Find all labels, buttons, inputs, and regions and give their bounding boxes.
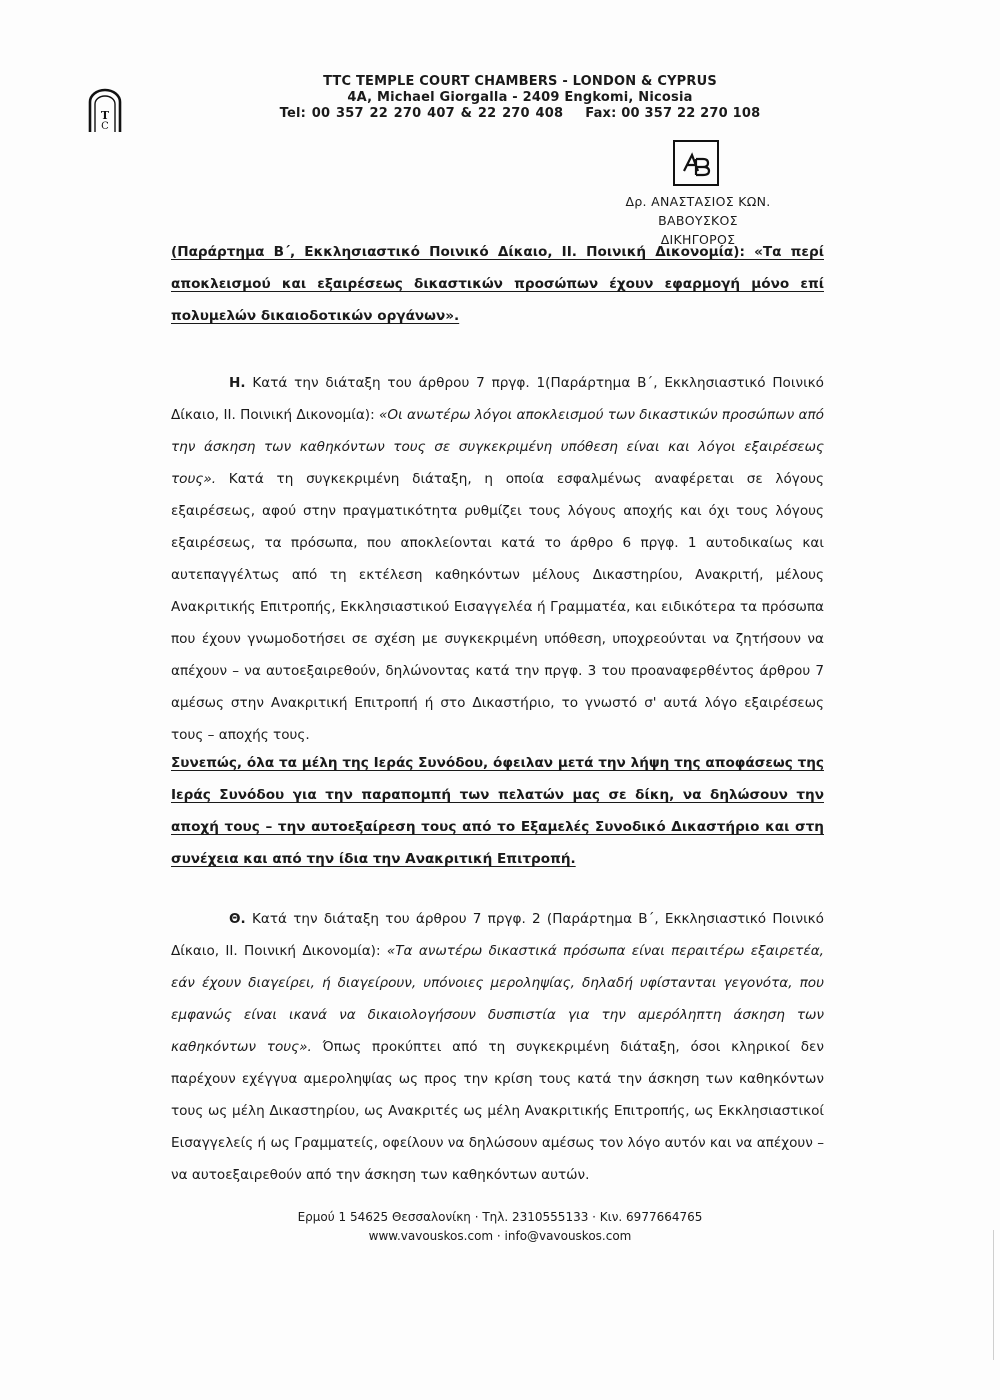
footer-web-email: www.vavouskos.com · info@vavouskos.com bbox=[368, 1229, 632, 1243]
chambers-tel: Tel: 00 357 22 270 407 & 22 270 408 bbox=[279, 106, 564, 121]
section-h-lead: Κατά την διάταξη του άρθρου 7 πργφ. 1(Παράρτημα Β΄, Εκκλησιαστικό Ποινικό Δίκαιο, ΙΙ. Ποινική Δικονομία): bbox=[171, 375, 824, 423]
section-theta-rest: Όπως προκύπτει από τη συγκεκριμένη διάταξη, όσοι κληρικοί δεν παρέχουν εχέγγυα αμεροληψίας ως προς την κρίση τους κατά την άσκηση των καθηκόντων τους ως μέλη Δικαστηρίου, ως Ανακριτές ως μέλη Ανακριτικής Επιτροπής, ως Εκκλησιαστικοί Εισαγγελείς ή ως Γραμματείς, οφείλουν να δηλώσουν αμέσως τον λόγο αυτόν και να απέχουν – να αυτοεξαιρεθούν από την άσκηση των καθηκόντων αυτών. bbox=[171, 1039, 824, 1183]
letterhead bbox=[230, 74, 810, 122]
lawyer-name: Δρ. ΑΝΑΣΤΑΣΙΟΣ ΚΩΝ. ΒΑΒΟΥΣΚΟΣ bbox=[625, 194, 771, 228]
section-theta-lead: Κατά την διάταξη του άρθρου 7 πργφ. 2 (Παράρτημα Β΄, Εκκλησιαστικό Ποινικό Δίκαιο, ΙΙ. Ποινική Δικονομία): bbox=[171, 911, 824, 959]
svg-text:C: C bbox=[101, 121, 109, 132]
chambers-contact bbox=[230, 106, 810, 122]
chambers-address: 4A, Michael Giorgalla - 2409 Engkomi, Nicosia bbox=[347, 90, 693, 105]
footer bbox=[200, 1208, 800, 1246]
svg-text:T: T bbox=[100, 109, 110, 122]
section-h-rest: Κατά τη συγκεκριμένη διάταξη, η οποία εσφαλμένως αναφέρεται σε λόγους εξαιρέσεως, αφού στην πραγματικότητα ρυθμίζει τους λόγους αποχής και όχι τους λόγους εξαιρέσεως, τα πρόσωπα, που αποκλείονται κατά το άρθρο 6 πργφ. 1 αυτοδικαίως και αυτεπαγγέλτως από τη εκτέλεση καθηκόντων μέλους Δικαστηρίου, Ανακριτή, μέλους Ανακριτικής Επιτροπής, Εκκλησιαστικού Εισαγγελέα ή Γραμματέα, και ειδικότερα τα πρόσωπα που έχουν γνωμοδοτήσει σε σχέση με συγκεκριμένη υπόθεση, υποχρεούνται να ζητήσουν να απέχουν – να αυτοεξαιρεθούν, δηλώνοντας κατά την πργφ. 3 του προαναφερθέντος άρθρου 7 αμέσως στην Ανακριτική Επιτροπή ή στο Δικαστήριο, το γνωστό σ' αυτά λόγο εξαιρέσεως τους – αποχής τους. bbox=[171, 471, 824, 743]
lawyer-title: ΔΙΚΗΓΟΡΟΣ bbox=[660, 232, 736, 247]
footer-address: Ερμού 1 54625 Θεσσαλονίκη · Τηλ. 2310555133 · Κιν. 6977664765 bbox=[297, 1210, 703, 1224]
section-h-letter: Η. bbox=[229, 375, 246, 391]
scan-edge-mark bbox=[993, 1230, 994, 1360]
chambers-fax: Fax: 00 357 22 270 108 bbox=[585, 106, 761, 121]
ab-monogram-icon bbox=[673, 140, 719, 186]
section-theta-quote: «Τα ανωτέρω δικαστικά πρόσωπα είναι περαιτέρω εξαιρετέα, εάν έχουν διαγείρει, ή διαγείρουν, υπόνοιες μεροληψίας, δηλαδή υφίστανται γεγονότα, που εμφανώς είναι ικανά να δικαιολογήσουν δυσπιστία για την αμερόληπτη άσκηση των καθηκόντων τους». bbox=[171, 943, 824, 1055]
section-theta-letter: Θ. bbox=[229, 911, 246, 927]
chambers-name: TTC TEMPLE COURT CHAMBERS - LONDON & CYPRUS bbox=[323, 74, 717, 89]
section-h-paragraph bbox=[171, 367, 824, 751]
conclusion-paragraph: Συνεπώς, όλα τα μέλη της Ιεράς Συνόδου, όφειλαν μετά την λήψη της αποφάσεως της Ιεράς Συνόδου για την παραπομπή των πελατών μας σε δίκη, να δηλώσουν την αποχή τους – την αυτοεξαίρεση τους από το Εξαμελές Συνοδικό Δικαστήριο και στη συνέχεια και από την ίδια την Ανακριτική Επιτροπή. bbox=[171, 755, 824, 867]
section-theta-paragraph bbox=[171, 903, 824, 1191]
ttc-logo-icon bbox=[86, 88, 124, 134]
intro-paragraph: (Παράρτημα Β΄, Εκκλησιαστικό Ποινικό Δίκαιο, ΙΙ. Ποινική Δικονομία): «Τα περί αποκλεισμού και εξαιρέσεως δικαστικών προσώπων έχουν εφαρμογή μόνο επί πολυμελών δικαιοδοτικών οργάνων». bbox=[171, 244, 824, 324]
section-h-quote: «Οι ανωτέρω λόγοι αποκλεισμού των δικαστικών προσώπων από την άσκηση των καθηκόντων τους σε συγκεκριμένη υπόθεση είναι και λόγοι εξαιρέσεως τους». bbox=[171, 407, 824, 487]
